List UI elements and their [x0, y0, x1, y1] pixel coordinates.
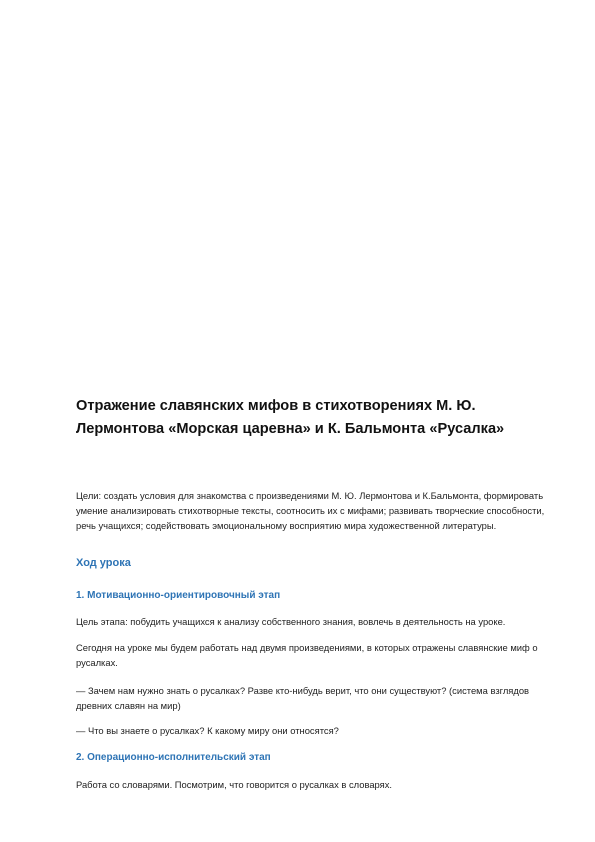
stage1-heading: 1. Мотивационно-ориентировочный этап [76, 590, 281, 601]
goals-text: создать условия для знакомства с произведениями М. Ю. Лермонтова и К.Бальмонта, формировать умение анализировать стихотворные тексты, соотносить их с мифами; развивать творческие способности, речь учащихся; содействовать эмоциональному восприятию мира художественной литературы. [76, 490, 545, 531]
stage2-paragraph-1: Работа со словарями. Посмотрим, что говорится о русалках в словарях. [76, 779, 393, 790]
stage1-paragraph-2: — Зачем нам нужно знать о русалках? Разве кто-нибудь верит, что они существуют? (система взглядов древних славян на мир) [76, 685, 530, 711]
stage1-goal-label: Цель этапа: [76, 616, 128, 627]
stage1-paragraph-1: Сегодня на уроке мы будем работать над двумя произведениями, в которых отражены славянские миф о русалках. [76, 642, 538, 668]
stage1-paragraph-3: — Что вы знаете о русалках? К какому миру они относятся? [76, 725, 339, 736]
stage1-goal-paragraph [76, 614, 556, 629]
stage2-heading: 2. Операционно-исполнительский этап [76, 752, 271, 763]
stage1-goal-text: побудить учащихся к анализу собственного знания, вовлечь в деятельность на уроке. [127, 616, 506, 627]
goals-label: Цели: [76, 490, 102, 501]
goals-paragraph [76, 488, 556, 533]
document-title: Отражение славянских мифов в стихотворениях М. Ю. Лермонтова «Морская царевна» и К. Бальмонта «Русалка» [76, 398, 505, 437]
lesson-heading: Ход урока [76, 557, 131, 569]
